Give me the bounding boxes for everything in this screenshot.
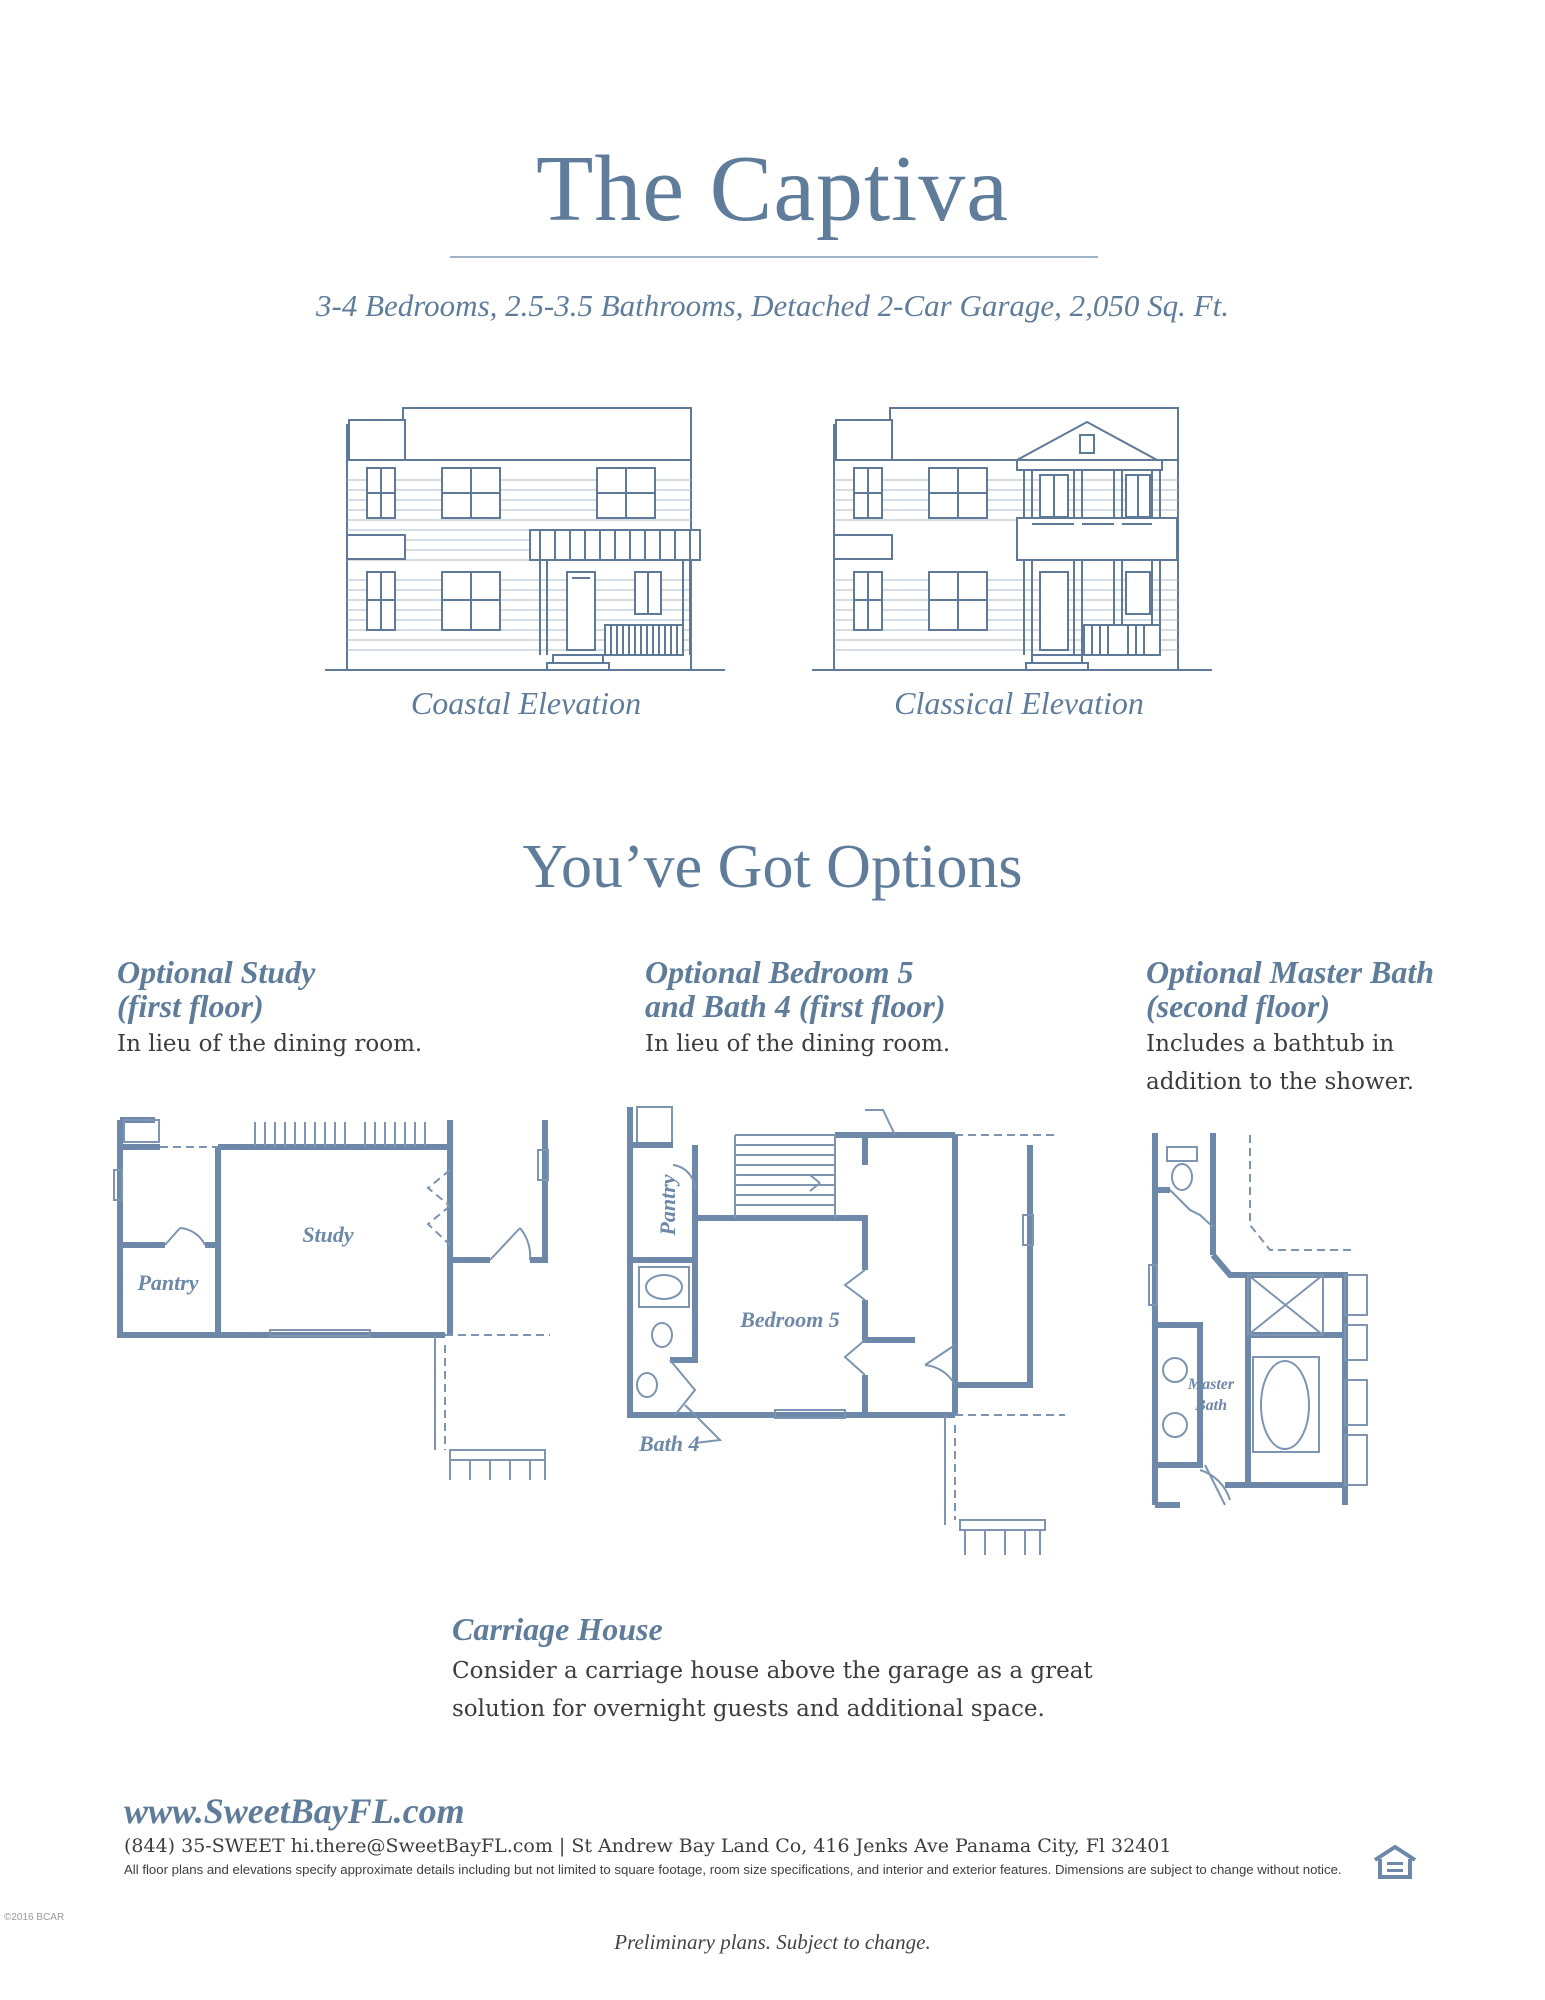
bedroom5-label: Bedroom 5 — [740, 1307, 840, 1332]
coastal-elevation-label: Coastal Elevation — [410, 685, 642, 721]
study-floor-plan — [110, 1110, 570, 1510]
website-link[interactable]: www.SweetBayFL.com — [124, 1791, 465, 1831]
study-label: Study — [302, 1222, 354, 1247]
page-title: The Captiva — [535, 137, 1009, 241]
contact-info: (844) 35-SWEET hi.there@SweetBayFL.com | St Andrew Bay Land Co, 416 Jenks Ave Panama City, Fl 32401 — [124, 1835, 1172, 1857]
classical-elevation-label: Classical Elevation — [894, 685, 1144, 721]
option-bedroom5-desc — [645, 1025, 950, 1063]
equal-housing-icon — [1372, 1844, 1418, 1880]
desc-line: solution for overnight guests and additional space. — [452, 1696, 1045, 1722]
classical-elevation-drawing — [812, 400, 1212, 675]
options-title: You’ve Got Options — [522, 833, 1023, 901]
option-study-desc — [117, 1025, 422, 1063]
preliminary-note: Preliminary plans. Subject to change. — [614, 1930, 931, 1954]
option-masterbath-heading — [1146, 955, 1434, 1023]
carriage-house-desc — [452, 1652, 1093, 1728]
bath4-label: Bath 4 — [639, 1431, 700, 1456]
option-bedroom5-heading — [645, 955, 945, 1023]
desc-line: Includes a bathtub in — [1146, 1031, 1395, 1057]
heading-line: (second floor) — [1146, 988, 1330, 1024]
heading-line: Optional Bedroom 5 — [645, 954, 914, 990]
carriage-house-heading: Carriage House — [452, 1611, 663, 1647]
bath-label: Bath — [1194, 1397, 1228, 1414]
desc-line: In lieu of the dining room. — [117, 1031, 423, 1057]
bedroom5-floor-plan — [625, 1095, 1070, 1575]
copyright-stamp: ©2016 BCAR — [4, 1912, 65, 1923]
heading-line: Optional Master Bath — [1146, 954, 1435, 990]
desc-line: In lieu of the dining room. — [645, 1031, 951, 1057]
coastal-elevation-drawing — [325, 400, 725, 675]
pantry-label: Pantry — [137, 1270, 199, 1295]
desc-line: Consider a carriage house above the garage as a great — [452, 1658, 1093, 1684]
master-label: Master — [1187, 1376, 1235, 1393]
master-bath-floor-plan — [1145, 1125, 1375, 1515]
option-study-heading — [117, 955, 315, 1023]
title-divider — [450, 256, 1098, 258]
option-masterbath-desc — [1146, 1025, 1414, 1101]
heading-line: and Bath 4 (first floor) — [645, 988, 946, 1024]
heading-line: (first floor) — [117, 988, 264, 1024]
heading-line: Optional Study — [117, 954, 316, 990]
pantry-label: Pantry — [655, 1174, 680, 1236]
desc-line: addition to the shower. — [1146, 1069, 1415, 1095]
disclaimer: All floor plans and elevations specify approximate details including but not limited to square footage, room size specifications, and interior and exterior features. Dimensions are subject to change without notice. — [124, 1862, 1342, 1877]
page-subtitle: 3-4 Bedrooms, 2.5-3.5 Bathrooms, Detached 2-Car Garage, 2,050 Sq. Ft. — [316, 288, 1229, 323]
